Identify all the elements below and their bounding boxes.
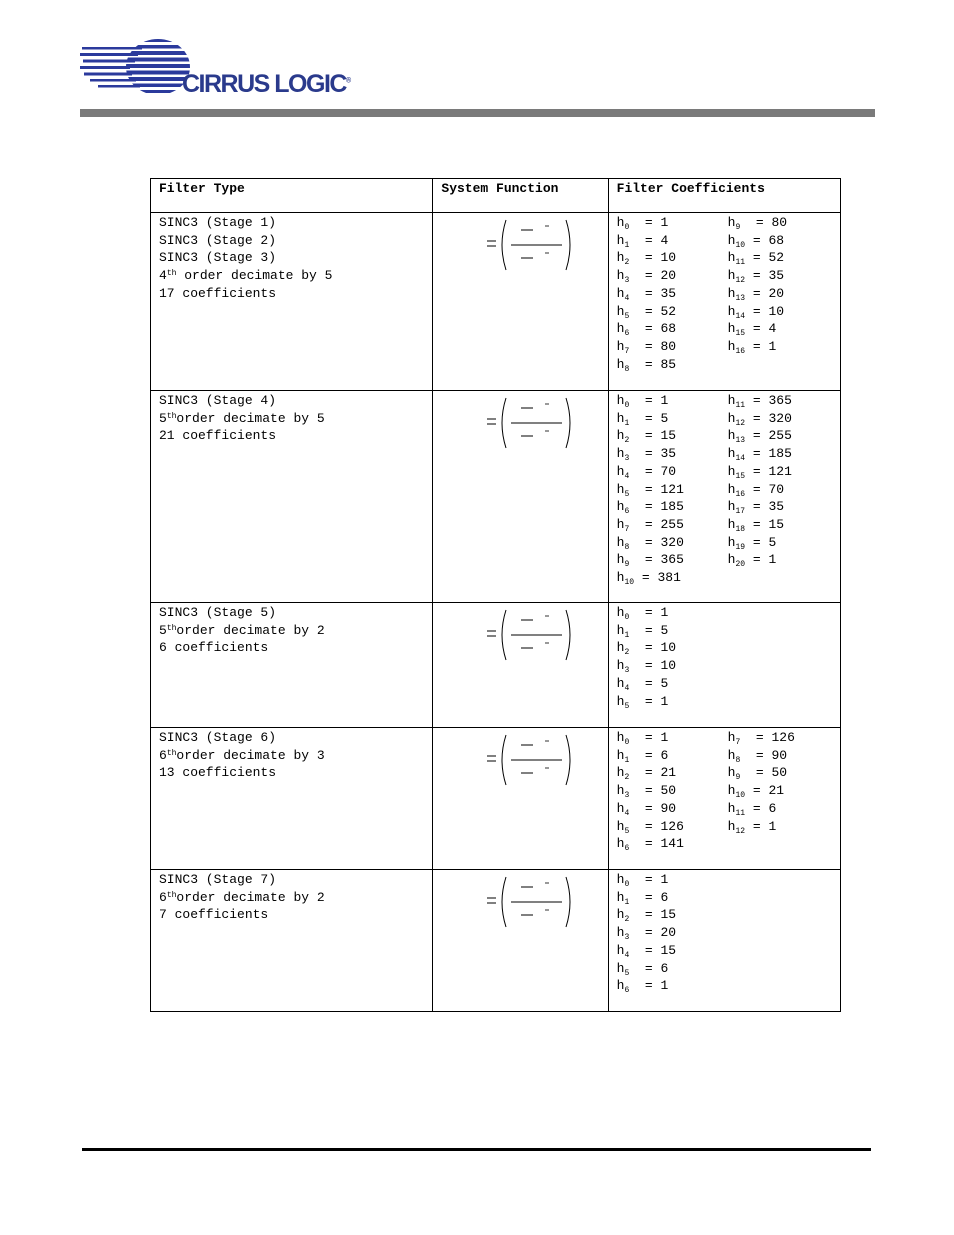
coefficient-entry: $h_0 = 1$ — [616, 393, 669, 410]
coefficient-entry: $h_{11} = 6$ — [727, 800, 777, 818]
coefficient-entry: $h_5 = 121$ — [616, 481, 684, 499]
coefficient-count-label: 6 coefficients — [159, 640, 269, 656]
system-function-formula-icon — [486, 396, 576, 450]
filter-type-cell — [151, 391, 433, 603]
coefficient-columns — [617, 392, 832, 587]
coefficient-entry: $h_2 = 21$ — [616, 765, 677, 783]
filter-coefficients-cell — [608, 870, 840, 1012]
coefficient-entry: $h_9 = 50$ — [727, 765, 788, 783]
system-function-cell — [433, 870, 608, 1012]
coefficient-entry: $h_{20} = 1$ — [727, 552, 777, 570]
filter-order-label: 5thorder decimate by 2 — [159, 622, 325, 638]
coefficient-entry: $h_4 = 15$ — [616, 942, 677, 960]
filter-type-cell — [151, 728, 433, 870]
coefficient-entry: $h_8 = 85$ — [616, 356, 677, 374]
coefficient-entry: $h_9 = 80$ — [727, 215, 788, 232]
coefficient-count-label: 21 coefficients — [159, 428, 277, 444]
coefficient-entry: $h_{10} = 68$ — [727, 232, 785, 250]
coefficient-entry: $h_3 = 35$ — [616, 446, 677, 464]
coefficient-entry: $h_{15} = 121$ — [727, 463, 792, 481]
coefficient-entry: $h_8 = 320$ — [616, 534, 684, 552]
system-function-formula-icon — [486, 733, 576, 787]
coefficient-entry: $h_{14} = 185$ — [727, 446, 792, 464]
system-function-cell — [433, 728, 608, 870]
coefficient-entry: $h_5 = 6$ — [616, 960, 669, 978]
coefficient-entry: $h_{10} = 21$ — [727, 783, 785, 801]
coefficient-entry: $h_{12} = 320$ — [727, 410, 792, 428]
coefficient-entry: $h_{10} = 381$ — [616, 570, 681, 588]
coefficient-entry: $h_0 = 1$ — [616, 215, 669, 232]
coefficient-entry: $h_5 = 126$ — [616, 818, 684, 836]
system-function-formula-icon — [486, 875, 576, 929]
coefficient-entry: $h_7 = 80$ — [616, 338, 677, 356]
coefficient-count-label: 13 coefficients — [159, 765, 277, 781]
coefficient-entry: $h_2 = 10$ — [616, 640, 677, 658]
filter-stage-label: SINC3 (Stage 2) — [159, 232, 277, 248]
coefficient-entry: $h_2 = 15$ — [616, 428, 677, 446]
coefficient-entry: $h_8 = 90$ — [727, 747, 788, 765]
coefficient-entry: $h_{11} = 52$ — [727, 250, 785, 268]
system-function-formula-icon — [486, 218, 576, 272]
coefficient-entry: $h_{14} = 10$ — [727, 303, 785, 321]
coefficient-entry: $h_6 = 1$ — [616, 978, 669, 996]
coefficient-entry: $h_{13} = 20$ — [727, 285, 785, 303]
coefficient-entry: $h_1 = 5$ — [616, 622, 669, 640]
filter-stage-label: SINC3 (Stage 5) — [159, 605, 277, 620]
coefficient-entry: $h_0 = 1$ — [616, 872, 669, 889]
table-header-row — [151, 179, 841, 213]
coefficient-entry: $h_{12} = 35$ — [727, 268, 785, 286]
coefficient-entry: $h_{15} = 4$ — [727, 321, 777, 339]
filter-order-label: 4th order decimate by 5 — [159, 268, 333, 284]
filter-stage-label: SINC3 (Stage 3) — [159, 250, 277, 266]
system-function-cell — [433, 213, 608, 391]
header-filter-type: Filter Type — [151, 179, 433, 213]
coefficient-entry: $h_3 = 50$ — [616, 783, 677, 801]
table-row — [151, 728, 841, 870]
coefficient-entry: $h_4 = 35$ — [616, 285, 677, 303]
filter-order-label: 6thorder decimate by 3 — [159, 747, 325, 763]
filter-type-cell — [151, 870, 433, 1012]
system-function-formula-icon — [486, 608, 576, 662]
coefficient-entry: $h_1 = 5$ — [616, 410, 669, 428]
table-row — [151, 603, 841, 728]
coefficient-entry: $h_{19} = 5$ — [727, 534, 777, 552]
system-function-cell — [433, 603, 608, 728]
filter-type-cell — [151, 603, 433, 728]
coefficient-columns — [617, 729, 832, 853]
coefficient-entry: $h_{16} = 1$ — [727, 338, 777, 356]
header-rule — [80, 109, 875, 117]
filter-stage-label: SINC3 (Stage 7) — [159, 872, 277, 887]
coefficient-entry: $h_{11} = 365$ — [727, 393, 792, 410]
coefficient-entry: $h_{17} = 35$ — [727, 499, 785, 517]
coefficient-columns — [617, 214, 832, 373]
brand-name: CIRRUS LOGIC® — [182, 70, 352, 98]
coefficient-entry: $h_{13} = 255$ — [727, 428, 792, 446]
coefficient-entry: $h_6 = 68$ — [616, 321, 677, 339]
coefficient-entry: $h_5 = 1$ — [616, 693, 669, 711]
filter-coefficients-cell — [608, 213, 840, 391]
table-row — [151, 391, 841, 603]
coefficient-entry: $h_0 = 1$ — [616, 730, 669, 747]
coefficient-entry: $h_2 = 15$ — [616, 907, 677, 925]
coefficient-entry: $h_2 = 10$ — [616, 250, 677, 268]
coefficient-entry: $h_1 = 6$ — [616, 747, 669, 765]
filter-table — [150, 178, 841, 1012]
coefficient-entry: $h_4 = 70$ — [616, 463, 677, 481]
coefficient-entry: $h_7 = 126$ — [727, 730, 795, 747]
header-system-function: System Function — [433, 179, 608, 213]
coefficient-count-label: 17 coefficients — [159, 285, 277, 301]
coefficient-entry: $h_4 = 90$ — [616, 800, 677, 818]
coefficient-count-label: 7 coefficients — [159, 907, 269, 923]
coefficient-entry: $h_{18} = 15$ — [727, 516, 785, 534]
filter-type-cell — [151, 213, 433, 391]
table-row — [151, 870, 841, 1012]
filter-coefficients-cell — [608, 603, 840, 728]
filter-stage-label: SINC3 (Stage 6) — [159, 730, 277, 745]
coefficient-entry: $h_7 = 255$ — [616, 516, 684, 534]
filter-stage-label: SINC3 (Stage 1) — [159, 215, 277, 230]
coefficient-entry: $h_{12} = 1$ — [727, 818, 777, 836]
system-function-cell — [433, 391, 608, 603]
coefficient-entry: $h_0 = 1$ — [616, 605, 669, 622]
coefficient-entry: $h_1 = 4$ — [616, 232, 669, 250]
filter-stage-label: SINC3 (Stage 4) — [159, 393, 277, 408]
coefficient-entry: $h_9 = 365$ — [616, 552, 684, 570]
header-filter-coefficients: Filter Coefficients — [608, 179, 840, 213]
coefficient-entry: $h_3 = 10$ — [616, 658, 677, 676]
coefficient-entry: $h_3 = 20$ — [616, 925, 677, 943]
footer-rule — [82, 1148, 871, 1151]
coefficient-entry: $h_5 = 52$ — [616, 303, 677, 321]
coefficient-entry: $h_6 = 185$ — [616, 499, 684, 517]
table-row — [151, 213, 841, 391]
coefficient-entry: $h_6 = 141$ — [616, 836, 684, 854]
coefficient-entry: $h_4 = 5$ — [616, 675, 669, 693]
filter-coefficients-cell — [608, 391, 840, 603]
coefficient-entry: $h_3 = 20$ — [616, 268, 677, 286]
filter-order-label: 5thorder decimate by 5 — [159, 410, 325, 426]
coefficient-entry: $h_1 = 6$ — [616, 889, 669, 907]
coefficient-entry: $h_{16} = 70$ — [727, 481, 785, 499]
filter-coefficients-cell — [608, 728, 840, 870]
filter-order-label: 6thorder decimate by 2 — [159, 889, 325, 905]
